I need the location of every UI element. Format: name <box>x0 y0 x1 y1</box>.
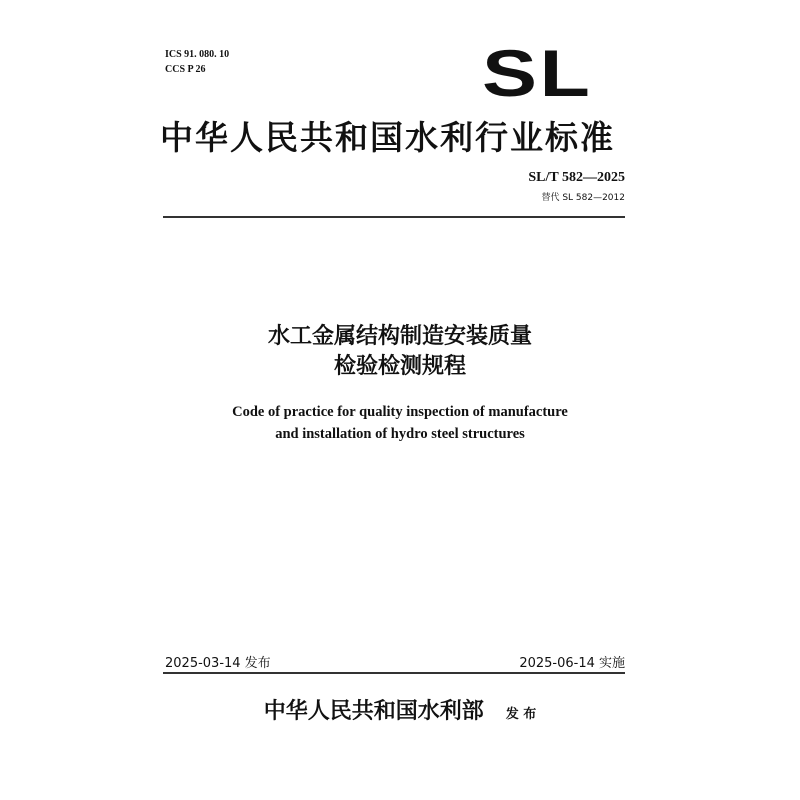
issue-date: 2025-03-14 发布 <box>165 656 271 671</box>
title-en-line-1: Code of practice for quality inspection of manufacture <box>232 404 568 420</box>
issuer <box>0 694 800 725</box>
ccs-code: CCS P 26 <box>165 64 206 75</box>
standard-type-heading: 中华人民共和国水利行业标准 <box>160 118 615 157</box>
replaces-note: 替代 SL 582—2012 <box>541 193 625 203</box>
title-cn-line-2: 检验检测规程 <box>333 354 466 379</box>
ics-code: ICS 91. 080. 10 <box>165 49 230 60</box>
classification-codes <box>165 47 229 77</box>
title-cn-line-1: 水工金属结构制造安装质量 <box>267 324 532 349</box>
bottom-divider <box>163 672 625 674</box>
standard-code: SL/T 582—2025 <box>528 170 625 185</box>
title-en-line-2: and installation of hydro steel structures <box>275 426 525 442</box>
top-divider <box>163 216 625 218</box>
issuer-name: 中华人民共和国水利部 <box>263 699 484 724</box>
sl-logo: SL <box>482 36 593 110</box>
issuer-suffix: 发 布 <box>505 707 537 722</box>
effective-date: 2025-06-14 实施 <box>519 656 625 671</box>
